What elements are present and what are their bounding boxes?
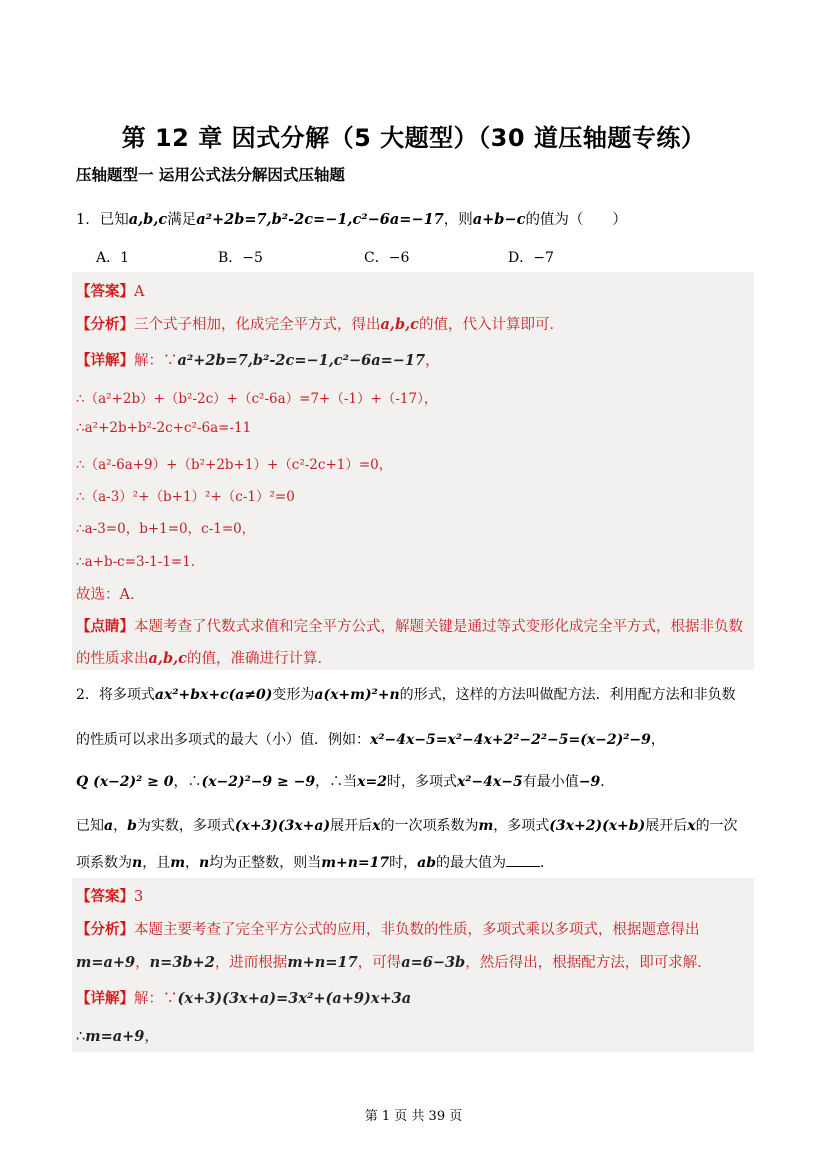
q2-analysis-2 xyxy=(76,951,712,972)
q1-answer xyxy=(76,280,144,301)
q2-line-3 xyxy=(76,771,614,791)
q2-analysis-math-1: m=a+9 xyxy=(76,954,136,971)
q2-l4-var-x: x xyxy=(372,818,381,834)
q2-l4-var-a: a xyxy=(104,818,114,834)
q1-detail xyxy=(76,349,440,370)
q2-l2-math: x²−4x−5=x²−4x+2²−2²−5=(x−2)²−9 xyxy=(370,732,651,748)
q2-l2-b: ， xyxy=(650,732,665,748)
q2-l1-math-1: ax²+bx+c(a≠0) xyxy=(154,687,273,703)
q1-comment-2-vars: a,b,c xyxy=(148,650,187,667)
q2-line-4 xyxy=(76,815,738,835)
q1-comment-2 xyxy=(76,647,332,668)
q1-step-5: ∴a-3=0，b+1=0，c-1=0， xyxy=(76,521,256,537)
q1-comment-text: 本题考查了代数式求值和完全平方公式，解题关键是通过等式变形化成完全平方式，根据非负数 xyxy=(134,619,743,635)
q2-l5-a: 项系数为 xyxy=(76,855,132,871)
q1-expression: a+b−c xyxy=(472,211,526,228)
q2-l1-b: 变形为 xyxy=(272,687,315,703)
q2-analysis-math-4: a=6−3b xyxy=(401,954,466,971)
q2-l5-b: ，且 xyxy=(142,855,171,871)
q2-l5-var-n: n xyxy=(132,855,143,871)
q1-condition: a²+2b=7,b²-2c=−1,c²−6a=−17 xyxy=(196,211,444,228)
q2-l5-math: m+n=17 xyxy=(321,855,390,871)
answer-tag: 【答案】 xyxy=(76,283,134,300)
q2-l3-d: 有最小值 xyxy=(522,774,579,790)
q2-l4-math-1: (x+3)(3x+a) xyxy=(234,818,331,834)
q2-l5-c: ， xyxy=(185,855,200,871)
q2-analysis-d: ，然后得出，根据配方法，即可求解． xyxy=(465,955,712,971)
q2-analysis-text: 本题主要考查了完全平方公式的应用，非负数的性质，多项式乘以多项式，根据题意得出 xyxy=(134,922,700,938)
q1-option-d: D．−7 xyxy=(508,250,554,266)
detail-tag: 【详解】 xyxy=(76,352,134,369)
q1-ask-pre: ，则 xyxy=(443,212,473,228)
q1-ask-post: 的值为（ ） xyxy=(525,212,627,228)
q2-l5-var-n2: n xyxy=(199,855,210,871)
q2-detail xyxy=(76,987,411,1008)
q2-l4-e: 的一次项系数为 xyxy=(380,818,479,834)
q2-line-5 xyxy=(76,852,554,872)
q2-l4-var-m: m xyxy=(478,818,494,834)
q1-analysis-post: 的值，代入计算即可． xyxy=(418,317,564,333)
q2-l4-var-x2: x xyxy=(687,818,696,834)
q2-l4-h: 的一次 xyxy=(695,818,738,834)
q2-l4-g: 展开后 xyxy=(645,818,688,834)
q1-detail-post: ， xyxy=(425,353,440,369)
page-footer: 第 1 页 共 39 页 xyxy=(364,1109,463,1124)
q2-analysis-c: ，可得 xyxy=(357,955,402,971)
q2-l1-a: 2．将多项式 xyxy=(76,687,155,703)
q1-step-6: ∴a+b-c=3-1-1=1． xyxy=(76,554,205,570)
q2-l4-c: 为实数，多项式 xyxy=(136,818,235,834)
q2-last-post: ， xyxy=(144,1029,159,1045)
q1-analysis-vars: a,b,c xyxy=(380,316,419,333)
answer-tag: 【答案】 xyxy=(76,888,134,905)
q2-line-2 xyxy=(76,729,665,749)
q2-l4-f: ，多项式 xyxy=(493,818,550,834)
q2-last-pre: ∴ xyxy=(76,1029,86,1045)
q2-l3-e: ． xyxy=(600,774,615,790)
q2-l5-g: ． xyxy=(540,855,555,871)
q2-l5-d: 均为正整数，则当 xyxy=(209,855,322,871)
q2-analysis-math-3: m+n=17 xyxy=(287,954,358,971)
q1-comment-2-pre: 的性质求出 xyxy=(76,651,149,667)
q1-step-3: ∴（a²-6a+9）+（b²+2b+1）+（c²-2c+1）=0， xyxy=(76,457,393,473)
q2-l4-b: ， xyxy=(113,818,128,834)
q2-l3-math-3: x=2 xyxy=(357,774,387,790)
q1-step-1: ∴（a²+2b）+（b²-2c）+（c²-6a）=7+（-1）+（-17）， xyxy=(76,391,438,407)
q2-l5-e: 时， xyxy=(389,855,418,871)
page-title: 第 12 章 因式分解（5 大题型）（30 道压轴题专练） xyxy=(121,124,706,152)
q1-vars: a,b,c xyxy=(128,211,168,228)
q2-l3-a: ，∴ xyxy=(173,774,202,790)
q1-option-a: A．1 xyxy=(96,250,130,266)
q1-choose: 故选：A． xyxy=(76,587,145,603)
q2-detail-pre: 解：∵ xyxy=(134,991,178,1007)
q1-comment-2-post: 的值，准确进行计算． xyxy=(186,651,332,667)
q2-answer xyxy=(76,885,143,906)
section-heading: 压轴题型一 运用公式法分解因式压轴题 xyxy=(76,166,345,184)
q1-analysis xyxy=(76,313,564,334)
q2-analysis-a: ， xyxy=(135,955,150,971)
q2-l3-math-2: (x−2)²−9 ≥ −9 xyxy=(201,774,316,790)
q2-answer-value: 3 xyxy=(134,889,144,905)
q2-detail-math: (x+3)(3x+a)=3x²+(a+9)x+3a xyxy=(177,990,412,1007)
q1-mid: 满足 xyxy=(167,212,197,228)
q2-l3-math-5: −9 xyxy=(578,774,601,790)
q2-l5-var-ab: ab xyxy=(417,855,437,871)
q2-analysis-math-2: n=3b+2 xyxy=(149,954,215,971)
q1-detail-condition: a²+2b=7,b²-2c=−1,c²−6a=−17 xyxy=(177,352,426,369)
q2-l1-math-2: a(x+m)²+n xyxy=(314,687,400,703)
comment-tag: 【点睛】 xyxy=(76,618,134,635)
q1-option-c: C．−6 xyxy=(364,250,410,266)
q1-option-b: B．−5 xyxy=(218,250,263,266)
q2-l3-math-4: x²−4x−5 xyxy=(456,774,523,790)
q2-l2-a: 的性质可以求出多项式的最大（小）值．例如： xyxy=(76,732,370,748)
analysis-tag: 【分析】 xyxy=(76,316,134,333)
q2-l3-b: ，∴当 xyxy=(315,774,358,790)
q2-analysis-1 xyxy=(76,918,700,939)
q2-l4-d: 展开后 xyxy=(330,818,373,834)
q2-l3-math-1: Q (x−2)² ≥ 0 xyxy=(76,774,174,790)
q1-step-4: ∴（a-3）²+（b+1）²+（c-1）²=0 xyxy=(76,489,295,505)
detail-tag: 【详解】 xyxy=(76,990,134,1007)
q1-answer-value: A xyxy=(134,284,145,300)
q2-analysis-b: ，进而根据 xyxy=(214,955,288,971)
answer-blank xyxy=(506,852,540,867)
q2-l5-f: 的最大值为 xyxy=(436,855,507,871)
q1-comment-1 xyxy=(76,615,743,636)
q1-detail-pre: 解：∵ xyxy=(134,353,178,369)
q1-stem xyxy=(76,208,627,229)
q2-line-1 xyxy=(76,684,736,704)
q1-step-2: ∴a²+2b+b²-2c+c²-6a=-11 xyxy=(76,420,252,436)
q2-l5-var-m: m xyxy=(170,855,186,871)
q2-l4-a: 已知 xyxy=(76,818,104,834)
q1-prefix: 1．已知 xyxy=(76,212,129,228)
q2-last-math: m=a+9 xyxy=(85,1028,145,1045)
q2-l4-var-b: b xyxy=(127,818,137,834)
q1-analysis-pre: 三个式子相加，化成完全平方式，得出 xyxy=(134,317,381,333)
analysis-tag: 【分析】 xyxy=(76,921,134,938)
q2-l3-c: 时，多项式 xyxy=(386,774,457,790)
q2-last-step xyxy=(76,1025,159,1046)
q2-l1-c: 的形式，这样的方法叫做配方法．利用配方法和非负数 xyxy=(399,687,736,703)
q2-l4-math-2: (3x+2)(x+b) xyxy=(549,818,646,834)
